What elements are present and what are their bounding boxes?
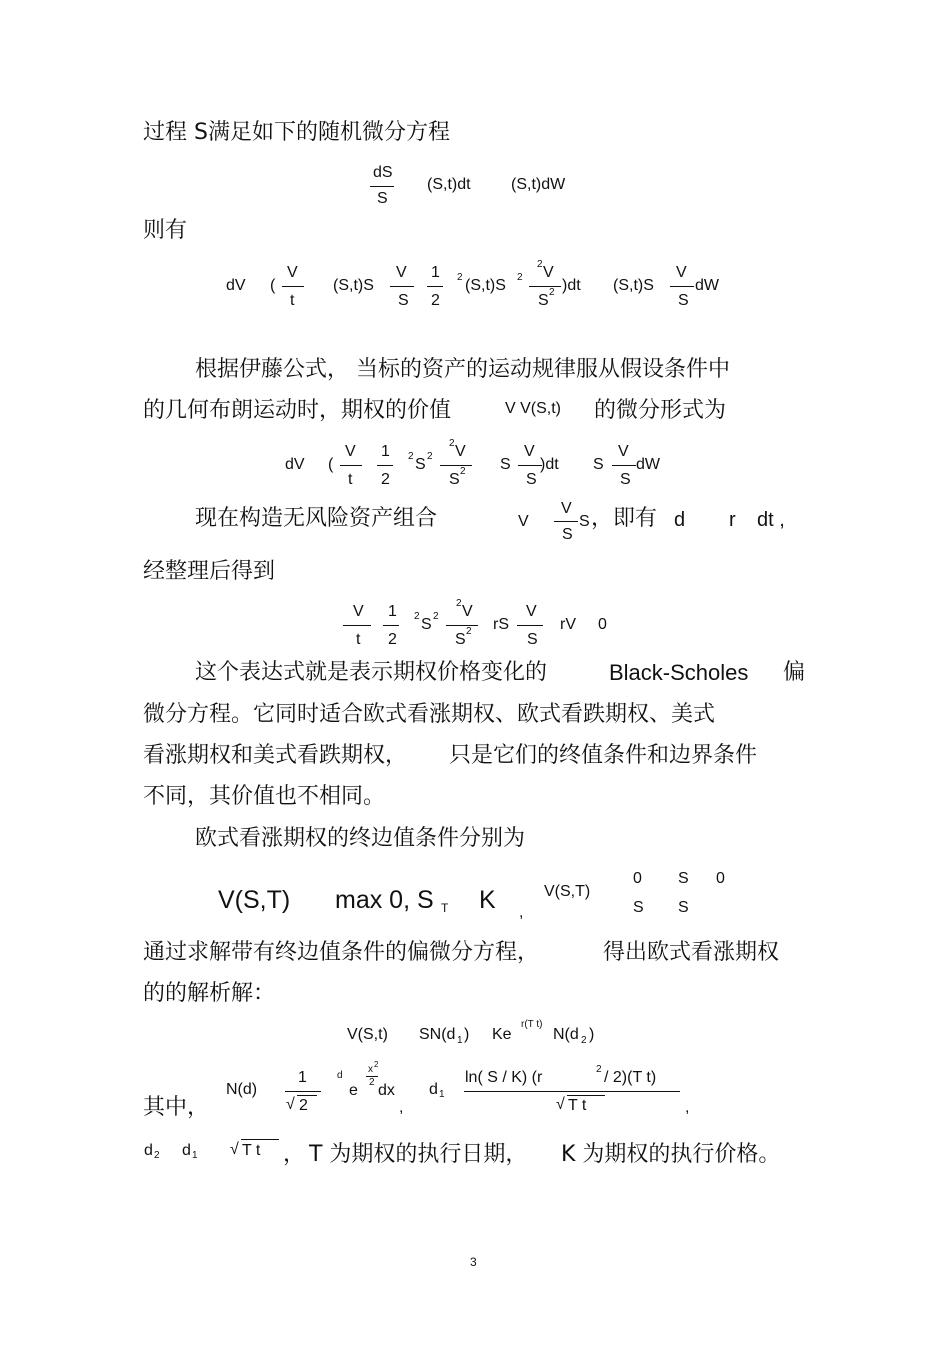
equation-term: V(S,T) [218, 886, 291, 914]
equation-term: Ke [492, 1026, 512, 1043]
superscript: 2 [596, 1064, 602, 1075]
text-line: 的的解析解： [143, 981, 276, 1006]
fraction-numerator: V [676, 264, 687, 281]
fraction-denominator: S [398, 292, 409, 309]
equation-term: SN(d [419, 1026, 456, 1043]
text-line: Black-Scholes [609, 660, 749, 685]
subscript: 1 [192, 1150, 198, 1161]
fraction-numerator: V [455, 443, 466, 460]
superscript: 2 [457, 272, 463, 283]
sqrt-bar [297, 1095, 317, 1096]
equation-term: S [633, 899, 644, 916]
text-line: ， [283, 1142, 306, 1167]
equation-term: e [349, 1082, 358, 1099]
fraction-denominator: 2 [381, 471, 390, 488]
superscript: 2 [517, 272, 523, 283]
equation-term: S [415, 456, 426, 473]
text-line: 则有 [143, 218, 188, 243]
fraction-bar [340, 465, 362, 466]
fraction-denominator: 2 [388, 631, 397, 648]
sqrt-sign: √ [286, 1096, 295, 1113]
text-line: 微分方程。它同时适合欧式看涨期权、欧式看跌期权、美式 [143, 702, 716, 727]
subscript: 2 [154, 1150, 160, 1161]
fraction-numerator: V [396, 264, 407, 281]
equation-term: )dt [562, 277, 581, 294]
fraction-denominator: 2 [299, 1097, 308, 1114]
fraction-bar [518, 465, 542, 466]
equation-term: (S,t)dt [427, 176, 471, 193]
equation-term: (S,t)dW [511, 176, 566, 193]
superscript: d [337, 1070, 343, 1081]
text-line: 的微分形式为 [594, 398, 727, 423]
superscript: 2 [408, 451, 414, 462]
fraction-bar [285, 1091, 321, 1092]
equation-term: dt , [757, 509, 785, 531]
fraction-bar [282, 286, 304, 287]
subscript: 2 [581, 1035, 587, 1046]
fraction-denominator: S [377, 190, 388, 207]
equation-term: ) [464, 1026, 470, 1043]
fraction-numerator: V [287, 264, 298, 281]
page-number: 3 [470, 1255, 477, 1269]
text-line: T 为期权的执行日期， [309, 1142, 528, 1167]
fraction-bar [343, 625, 371, 626]
fraction-bar [464, 1091, 680, 1092]
equation-term: S [500, 456, 511, 473]
equation-term: S [678, 870, 689, 887]
superscript: 2 [460, 466, 466, 477]
equation-term: 0 [633, 870, 642, 887]
subscript: T [441, 901, 449, 915]
fraction-numerator: V [618, 443, 629, 460]
equation-term: )dt [540, 456, 559, 473]
equation-term: S [593, 456, 604, 473]
fraction-bar [370, 186, 394, 187]
text-line: 欧式看涨期权的终边值条件分别为 [195, 826, 526, 851]
superscript: 2 [456, 598, 462, 609]
equation-term: d [429, 1081, 438, 1098]
fraction-bar [529, 286, 561, 287]
text-line: 其中， [143, 1095, 210, 1120]
text-line: 这个表达式就是表示期权价格变化的 [195, 660, 548, 685]
equation-term: S [421, 616, 432, 633]
fraction-numerator: V [462, 603, 473, 620]
sqrt-sign: √ [556, 1096, 565, 1113]
text-line: 经整理后得到 [143, 559, 276, 584]
equation-term: S [678, 899, 689, 916]
fraction-denominator: S [526, 471, 537, 488]
fraction-bar [554, 521, 578, 522]
equation-term: ( [328, 456, 334, 473]
fraction-denominator: t [348, 471, 353, 488]
fraction-denominator: T t [568, 1097, 587, 1114]
equation-term: rS [493, 616, 509, 633]
equation-term: 0 [716, 870, 725, 887]
sqrt-bar [567, 1095, 605, 1096]
equation-term: ( [270, 277, 276, 294]
equation-term: , [685, 1099, 690, 1116]
equation-term: , [399, 1099, 404, 1116]
fraction-numerator: 1 [381, 443, 390, 460]
superscript: r(T t) [521, 1019, 543, 1030]
equation-term: max 0, S [335, 886, 434, 914]
text-line: 只是它们的终值条件和边界条件 [449, 743, 758, 768]
fraction-denominator: S [527, 631, 538, 648]
equation-term: S [579, 513, 590, 530]
equation-term: N(d [553, 1026, 579, 1043]
superscript: 2 [433, 611, 439, 622]
fraction-bar [427, 286, 443, 287]
superscript: 2 [449, 438, 455, 449]
text-line: 根据伊藤公式， 当标的资产的运动规律服从假设条件中 [195, 357, 730, 382]
text-line: 过程 S满足如下的随机微分方程 [143, 120, 450, 145]
equation-term: 0 [598, 616, 607, 633]
text-line: ，即有 [591, 506, 658, 531]
fraction-numerator: V [561, 500, 572, 517]
equation-term: rV [560, 616, 576, 633]
text-line: 现在构造无风险资产组合 [195, 506, 438, 531]
equation-term: dW [636, 456, 660, 473]
fraction-numerator: / 2)(T t) [604, 1069, 657, 1086]
fraction-numerator: ln( S / K) (r [465, 1069, 543, 1086]
equation-term: (S,t)S [465, 277, 506, 294]
fraction-bar [440, 465, 472, 466]
fraction-bar [517, 625, 543, 626]
equation-term: N(d) [226, 1081, 258, 1098]
superscript: 2 [427, 451, 433, 462]
fraction-denominator: t [290, 292, 295, 309]
text-line: 看涨期权和美式看跌期权， [143, 743, 408, 768]
equation-term: ) [589, 1026, 595, 1043]
superscript: 2 [537, 259, 543, 270]
equation-term: K [479, 886, 496, 914]
equation-term: V(S,T) [544, 883, 591, 900]
fraction-numerator: V [543, 264, 554, 281]
fraction-bar [383, 625, 399, 626]
equation-term: V(S,t) [347, 1026, 388, 1043]
equation-term: dV [226, 277, 246, 294]
fraction-bar [612, 465, 636, 466]
equation-term: (S,t)S [333, 277, 374, 294]
superscript: 2 [549, 287, 555, 298]
text-line: 通过求解带有终边值条件的偏微分方程， [143, 940, 540, 965]
equation-inline: V V(S,t) [505, 400, 562, 417]
equation-term: dW [695, 277, 719, 294]
fraction-denominator: S [449, 471, 460, 488]
fraction-numerator: V [345, 443, 356, 460]
equation-term: r [729, 509, 736, 531]
subscript: 1 [457, 1035, 463, 1046]
superscript: 2 [369, 1077, 375, 1088]
superscript: 2 [414, 611, 420, 622]
fraction-denominator: S [562, 526, 573, 543]
equation-term: dV [285, 456, 305, 473]
equation-term: d [674, 509, 686, 531]
fraction-denominator: S [620, 471, 631, 488]
fraction-numerator: V [524, 443, 535, 460]
equation-term: , [519, 904, 524, 921]
equation-term: dx [378, 1082, 395, 1099]
fraction-bar [377, 465, 393, 466]
fraction-bar [670, 286, 694, 287]
equation-term: (S,t)S [613, 277, 654, 294]
sqrt-bar [241, 1139, 279, 1140]
superscript: 2 [374, 1060, 379, 1069]
fraction-bar [446, 625, 478, 626]
fraction-denominator: S [538, 292, 549, 309]
sqrt-sign: √ [230, 1141, 239, 1158]
equation-term: T t [242, 1142, 261, 1159]
fraction-denominator: t [356, 631, 361, 648]
equation-term: d [144, 1142, 153, 1159]
subscript: 1 [439, 1089, 445, 1100]
fraction-denominator: S [455, 631, 466, 648]
superscript: x [368, 1064, 373, 1075]
fraction-numerator: V [526, 603, 537, 620]
fraction-numerator: 1 [388, 603, 397, 620]
text-line: K 为期权的执行价格。 [561, 1142, 781, 1167]
equation-term: V [518, 513, 529, 530]
superscript: 2 [466, 626, 472, 637]
fraction-denominator: 2 [431, 292, 440, 309]
text-line: 偏 [783, 660, 806, 685]
text-line: 不同，其价值也不相同。 [143, 784, 386, 809]
equation-term: d [182, 1142, 191, 1159]
fraction-numerator: V [353, 603, 364, 620]
fraction-numerator: 1 [431, 264, 440, 281]
fraction-numerator: dS [373, 164, 393, 181]
fraction-numerator: 1 [298, 1069, 307, 1086]
text-line: 得出欧式看涨期权 [603, 940, 780, 965]
fraction-denominator: S [678, 292, 689, 309]
fraction-bar [390, 286, 414, 287]
text-line: 的几何布朗运动时，期权的价值 [143, 398, 452, 423]
